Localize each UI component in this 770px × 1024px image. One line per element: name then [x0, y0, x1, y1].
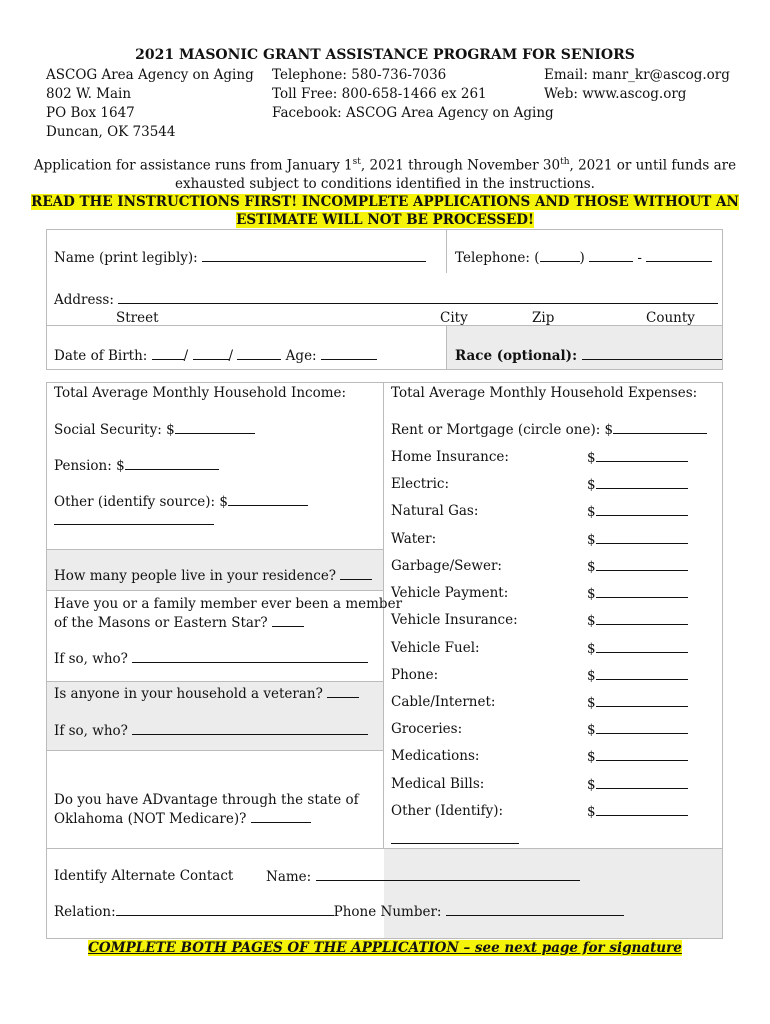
expense-label-medical-bills: Medical Bills:	[391, 776, 485, 792]
masons-label: Have you or a family member ever been a member	[54, 596, 403, 612]
org-name: ASCOG Area Agency on Aging	[46, 67, 254, 83]
warning-text: ESTIMATE WILL NOT BE PROCESSED!	[236, 212, 534, 228]
expense-amount-vehicle-payment[interactable]	[587, 585, 688, 602]
expense-amount-medical-bills[interactable]	[587, 776, 688, 793]
org-email: Email: manr_kr@ascog.org	[544, 67, 730, 83]
expense-amount-line[interactable]	[596, 748, 688, 761]
expense-amount-natural-gas[interactable]	[587, 503, 688, 520]
expense-amount-line[interactable]	[596, 667, 688, 680]
masons-who-label: If so, who?	[54, 651, 128, 667]
org-contacts	[272, 66, 554, 123]
telephone-dash: -	[637, 250, 642, 266]
dollar-sign: $	[587, 613, 596, 629]
org-web: Web: www.ascog.org	[544, 86, 687, 102]
expense-amount-line[interactable]	[596, 612, 688, 625]
other-expense-identify[interactable]	[391, 831, 519, 848]
footer-note	[0, 940, 770, 956]
veteran-who-line[interactable]	[132, 722, 368, 735]
org-telephone: Telephone: 580-736-7036	[272, 67, 447, 83]
other-income-label: Other (identify source): $	[54, 494, 228, 510]
expense-amount-cable-internet[interactable]	[587, 694, 688, 711]
dollar-sign: $	[587, 504, 596, 520]
dollar-sign: $	[587, 450, 596, 466]
name-field[interactable]	[54, 249, 426, 266]
expense-amount-line[interactable]	[596, 558, 688, 571]
form-title: 2021 MASONIC GRANT ASSISTANCE PROGRAM FOR SENIORS	[135, 47, 635, 63]
org-street: 802 W. Main	[46, 86, 132, 102]
masons-line[interactable]	[272, 614, 304, 627]
veteran-who-field[interactable]	[54, 722, 368, 739]
expense-amount-other-identify[interactable]	[587, 803, 688, 820]
street-caption: Street	[116, 310, 159, 326]
rent-field[interactable]	[391, 421, 707, 438]
expense-amount-line[interactable]	[596, 449, 688, 462]
address-input-line[interactable]	[118, 291, 718, 304]
expense-label-vehicle-payment: Vehicle Payment:	[391, 585, 509, 601]
org-online	[544, 66, 730, 104]
phone-number-line[interactable]	[646, 249, 712, 262]
expense-amount-vehicle-insurance[interactable]	[587, 612, 688, 629]
expense-amount-phone[interactable]	[587, 667, 688, 684]
dollar-sign: $	[587, 641, 596, 657]
other-income-line[interactable]	[228, 493, 308, 506]
footer-note-text: COMPLETE BOTH PAGES OF THE APPLICATION – see next page for signature	[88, 940, 682, 956]
dollar-sign: $	[587, 586, 596, 602]
veteran-question[interactable]	[54, 685, 359, 702]
residence-line[interactable]	[340, 567, 372, 580]
expense-label-garbage-sewer: Garbage/Sewer:	[391, 558, 502, 574]
expense-amount-line[interactable]	[596, 721, 688, 734]
org-toll-free: Toll Free: 800-658-1466 ex 261	[272, 86, 487, 102]
residence-label: How many people live in your residence?	[54, 568, 337, 584]
org-facebook: Facebook: ASCOG Area Agency on Aging	[272, 105, 554, 121]
race-input-line[interactable]	[582, 347, 722, 360]
expense-amount-line[interactable]	[596, 476, 688, 489]
dob-day-line[interactable]	[193, 347, 229, 360]
alternate-phone-label: Phone Number:	[333, 904, 442, 920]
masons-who-line[interactable]	[132, 650, 368, 663]
expense-amount-water[interactable]	[587, 531, 688, 548]
relation-line[interactable]	[116, 903, 334, 916]
other-income-source[interactable]	[54, 512, 214, 529]
telephone-paren: )	[579, 250, 585, 266]
alternate-name-field[interactable]	[266, 868, 580, 885]
advantage-label: Do you have ADvantage through the state of	[54, 792, 359, 808]
expense-amount-line[interactable]	[596, 694, 688, 707]
table-divider	[46, 848, 723, 849]
name-input-line[interactable]	[202, 249, 426, 262]
expense-amount-garbage-sewer[interactable]	[587, 558, 688, 575]
alternate-name-label: Name:	[266, 869, 312, 885]
address-label: Address:	[54, 292, 114, 308]
expense-amount-vehicle-fuel[interactable]	[587, 640, 688, 657]
expense-amount-groceries[interactable]	[587, 721, 688, 738]
veteran-line[interactable]	[327, 685, 359, 698]
age-input-line[interactable]	[321, 347, 377, 360]
address-field[interactable]	[54, 291, 718, 308]
rent-label: Rent or Mortgage (circle one): $	[391, 422, 614, 438]
city-caption: City	[440, 310, 468, 326]
expense-amount-medications[interactable]	[587, 748, 688, 765]
expense-amount-line[interactable]	[596, 640, 688, 653]
dollar-sign: $	[587, 668, 596, 684]
expense-amount-electric[interactable]	[587, 476, 688, 493]
advantage-label: Oklahoma (NOT Medicare)?	[54, 811, 247, 827]
phone-prefix-line[interactable]	[589, 249, 633, 262]
org-address	[46, 66, 254, 142]
alternate-phone-line[interactable]	[446, 903, 624, 916]
pension-line[interactable]	[125, 457, 219, 470]
dob-month-line[interactable]	[152, 347, 184, 360]
expense-label-groceries: Groceries:	[391, 721, 463, 737]
table-divider	[446, 229, 447, 273]
area-code-line[interactable]	[540, 249, 580, 262]
alternate-contact-shade	[384, 849, 722, 938]
expense-amount-line[interactable]	[596, 531, 688, 544]
expense-amount-line[interactable]	[596, 503, 688, 516]
table-divider	[46, 681, 383, 682]
advantage-question[interactable]	[54, 791, 359, 829]
dob-field[interactable]	[54, 347, 377, 364]
intro-text: , 2021 through November 30	[360, 157, 561, 174]
relation-field[interactable]	[54, 903, 624, 920]
table-divider	[46, 590, 383, 591]
masons-label: of the Masons or Eastern Star?	[54, 615, 268, 631]
dob-label: Date of Birth:	[54, 348, 148, 364]
dollar-sign: $	[587, 777, 596, 793]
masons-who-field[interactable]	[54, 650, 368, 667]
expense-label-vehicle-insurance: Vehicle Insurance:	[391, 612, 518, 628]
alternate-contact-heading: Identify Alternate Contact	[54, 868, 234, 884]
other-income-source-line[interactable]	[54, 512, 214, 525]
warning-text: READ THE INSTRUCTIONS FIRST! INCOMPLETE APPLICATIONS AND THOSE WITHOUT AN	[31, 194, 739, 210]
dob-slash: /	[228, 348, 234, 364]
masons-question[interactable]	[54, 595, 402, 633]
race-field[interactable]	[455, 347, 722, 364]
zip-caption: Zip	[532, 310, 555, 326]
expense-label-water: Water:	[391, 531, 437, 547]
intro-sup: th	[560, 157, 570, 167]
race-label: Race (optional):	[455, 348, 578, 364]
expense-label-natural-gas: Natural Gas:	[391, 503, 479, 519]
dollar-sign: $	[587, 804, 596, 820]
telephone-field[interactable]	[455, 249, 712, 266]
dob-slash: /	[183, 348, 189, 364]
expenses-heading: Total Average Monthly Household Expenses:	[391, 385, 698, 401]
alternate-name-line[interactable]	[316, 868, 580, 881]
residence-question[interactable]	[54, 567, 372, 584]
telephone-label: Telephone: (	[455, 250, 540, 266]
expense-amount-home-insurance[interactable]	[587, 449, 688, 466]
veteran-who-label: If so, who?	[54, 723, 128, 739]
warning-line-2	[0, 212, 770, 228]
expense-label-home-insurance: Home Insurance:	[391, 449, 509, 465]
dollar-sign: $	[587, 749, 596, 765]
dollar-sign: $	[587, 559, 596, 575]
org-po-box: PO Box 1647	[46, 105, 135, 121]
name-label: Name (print legibly):	[54, 250, 198, 266]
other-expense-identify-line[interactable]	[391, 831, 519, 844]
expense-amount-line[interactable]	[596, 776, 688, 789]
veteran-label: Is anyone in your household a veteran?	[54, 686, 323, 702]
relation-label: Relation:	[54, 904, 116, 920]
advantage-line[interactable]	[251, 810, 311, 823]
expense-amount-line[interactable]	[596, 803, 688, 816]
dob-year-line[interactable]	[237, 347, 281, 360]
dollar-sign: $	[587, 695, 596, 711]
intro-line-2: exhausted subject to conditions identified in the instructions.	[175, 176, 595, 192]
pension-field[interactable]	[54, 457, 219, 474]
expense-label-medications: Medications:	[391, 748, 480, 764]
expense-label-other-identify: Other (Identify):	[391, 803, 504, 819]
intro-text: , 2021 or until funds are	[569, 157, 737, 174]
expense-label-cable-internet: Cable/Internet:	[391, 694, 496, 710]
social-security-field[interactable]	[54, 421, 255, 438]
dollar-sign: $	[587, 532, 596, 548]
rent-line[interactable]	[613, 421, 707, 434]
warning-line-1	[0, 194, 770, 210]
intro-sup: st	[352, 157, 361, 167]
table-divider	[46, 750, 383, 751]
other-income-field[interactable]	[54, 493, 308, 510]
org-city: Duncan, OK 73544	[46, 124, 176, 140]
expense-label-vehicle-fuel: Vehicle Fuel:	[391, 640, 480, 656]
income-heading: Total Average Monthly Household Income:	[54, 385, 347, 401]
intro-line-1	[0, 157, 770, 174]
pension-label: Pension: $	[54, 458, 125, 474]
intro-text: Application for assistance runs from January 1	[33, 157, 353, 174]
expense-label-electric: Electric:	[391, 476, 450, 492]
social-security-label: Social Security: $	[54, 422, 175, 438]
dollar-sign: $	[587, 722, 596, 738]
dollar-sign: $	[587, 477, 596, 493]
age-label: Age:	[285, 348, 317, 364]
social-security-line[interactable]	[175, 421, 255, 434]
expense-label-phone: Phone:	[391, 667, 439, 683]
table-divider	[46, 549, 383, 550]
expense-amount-line[interactable]	[596, 585, 688, 598]
county-caption: County	[646, 310, 695, 326]
